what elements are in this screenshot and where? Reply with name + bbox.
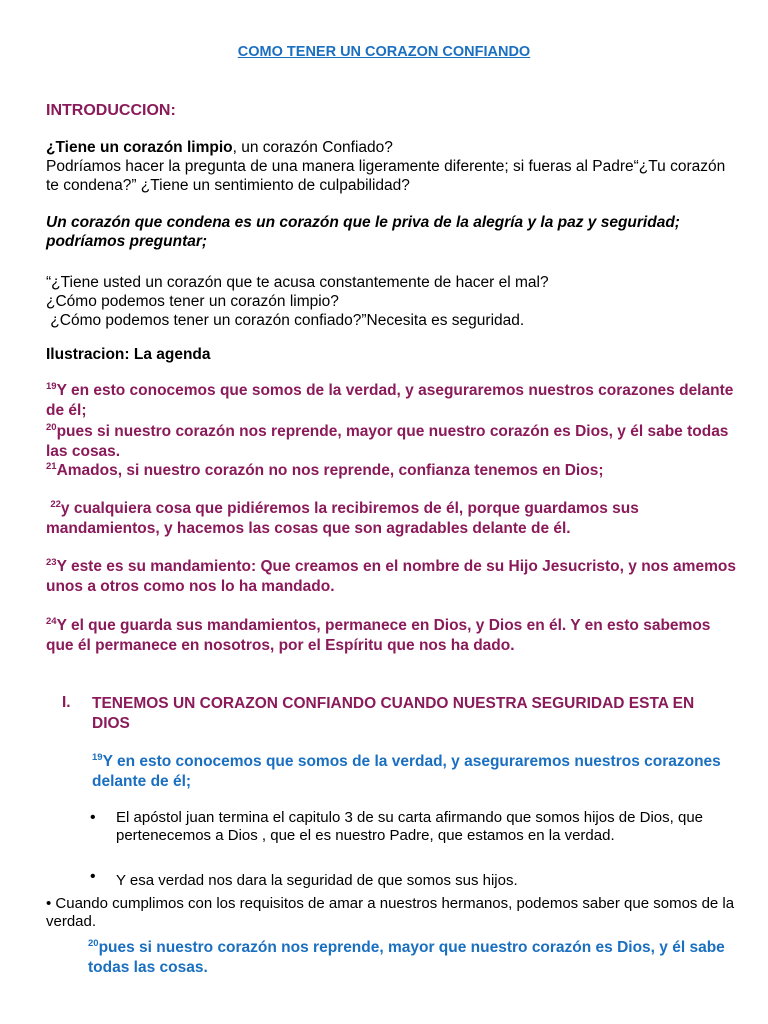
- verse-text: Y este es su mandamiento: Que creamos en el nombre de su Hijo Jesucristo, y nos amemos unos a otros como nos lo ha mandado.: [46, 558, 736, 595]
- intro-line2: Podríamos hacer la pregunta de una manera ligeramente diferente; si fueras al Padre“¿Tu corazón te condena?” ¿Tiene un sentimiento de culpabilidad?: [46, 158, 726, 194]
- section-verse-19: [92, 752, 732, 792]
- verse-21: [46, 461, 736, 481]
- intro-question-rest: , un corazón Confiado?: [232, 139, 393, 156]
- document-title: COMO TENER UN CORAZON CONFIANDO: [237, 44, 531, 60]
- verse-text: Y el que guarda sus mandamientos, permanece en Dios, y Dios en él. Y en esto sabemos que él permanece en nosotros, por el Espíritu que nos ha dado.: [46, 617, 711, 654]
- question-line: ¿Cómo podemos tener un corazón confiado?”Necesita es seguridad.: [46, 312, 525, 329]
- verse-number: 24: [46, 616, 57, 627]
- verse-text: Amados, si nuestro corazón no nos reprende, confianza tenemos en Dios;: [56, 462, 604, 479]
- section-verse-20: [88, 938, 738, 978]
- verse-text: pues si nuestro corazón nos reprende, mayor que nuestro corazón es Dios, y él sabe todas las cosas.: [88, 939, 725, 976]
- verse-text: pues si nuestro corazón nos reprende, mayor que nuestro corazón es Dios, y él sabe todas las cosas.: [46, 423, 729, 460]
- section-number: I.: [62, 694, 71, 711]
- question-line: “¿Tiene usted un corazón que te acusa constantemente de hacer el mal?: [46, 274, 549, 291]
- section-paragraph: • Cuando cumplimos con los requisitos de amar a nuestros hermanos, podemos saber que somos de la verdad.: [46, 895, 735, 930]
- section-title: TENEMOS UN CORAZON CONFIANDO CUANDO NUESTRA SEGURIDAD ESTA EN DIOS: [92, 695, 695, 732]
- bullet-text: El apóstol juan termina el capitulo 3 de su carta afirmando que somos hijos de Dios, que pertenecemos a Dios , que el es nuestro Padre, que estamos en la verdad.: [116, 809, 703, 844]
- verse-23: [46, 557, 736, 597]
- verse-19: [46, 381, 736, 421]
- intro-question-bold: ¿Tiene un corazón limpio: [46, 139, 233, 156]
- intro-italic-statement: Un corazón que condena es un corazón que le priva de la alegría y la paz y seguridad; podríamos preguntar;: [46, 214, 680, 250]
- bullet-glyph: •: [90, 809, 96, 826]
- verse-number: 20: [46, 422, 57, 433]
- verse-number: 19: [92, 752, 103, 763]
- verse-22: [46, 499, 736, 539]
- verse-24: [46, 616, 736, 656]
- bullet-text: Y esa verdad nos dara la seguridad de que somos sus hijos.: [116, 872, 518, 889]
- question-line: ¿Cómo podemos tener un corazón limpio?: [46, 293, 339, 310]
- verse-20: [46, 422, 736, 462]
- intro-heading: INTRODUCCION:: [46, 102, 176, 119]
- verse-number: 22: [50, 499, 61, 510]
- verse-text: y cualquiera cosa que pidiéremos la recibiremos de él, porque guardamos sus mandamientos, y hacemos las cosas que son agradables delante de él.: [46, 500, 639, 537]
- intro-questions: [46, 273, 736, 330]
- verse-text: Y en esto conocemos que somos de la verdad, y aseguraremos nuestros corazones delante de él;: [92, 753, 721, 790]
- verse-number: 20: [88, 938, 99, 949]
- verse-number: 21: [46, 461, 57, 472]
- verse-number: 19: [46, 381, 57, 392]
- verse-number: 23: [46, 557, 57, 568]
- verse-text: Y en esto conocemos que somos de la verdad, y aseguraremos nuestros corazones delante de él;: [46, 382, 734, 419]
- illustration-label: Ilustracion: La agenda: [46, 346, 211, 363]
- bullet-glyph: •: [90, 868, 96, 885]
- intro-question: [46, 138, 736, 195]
